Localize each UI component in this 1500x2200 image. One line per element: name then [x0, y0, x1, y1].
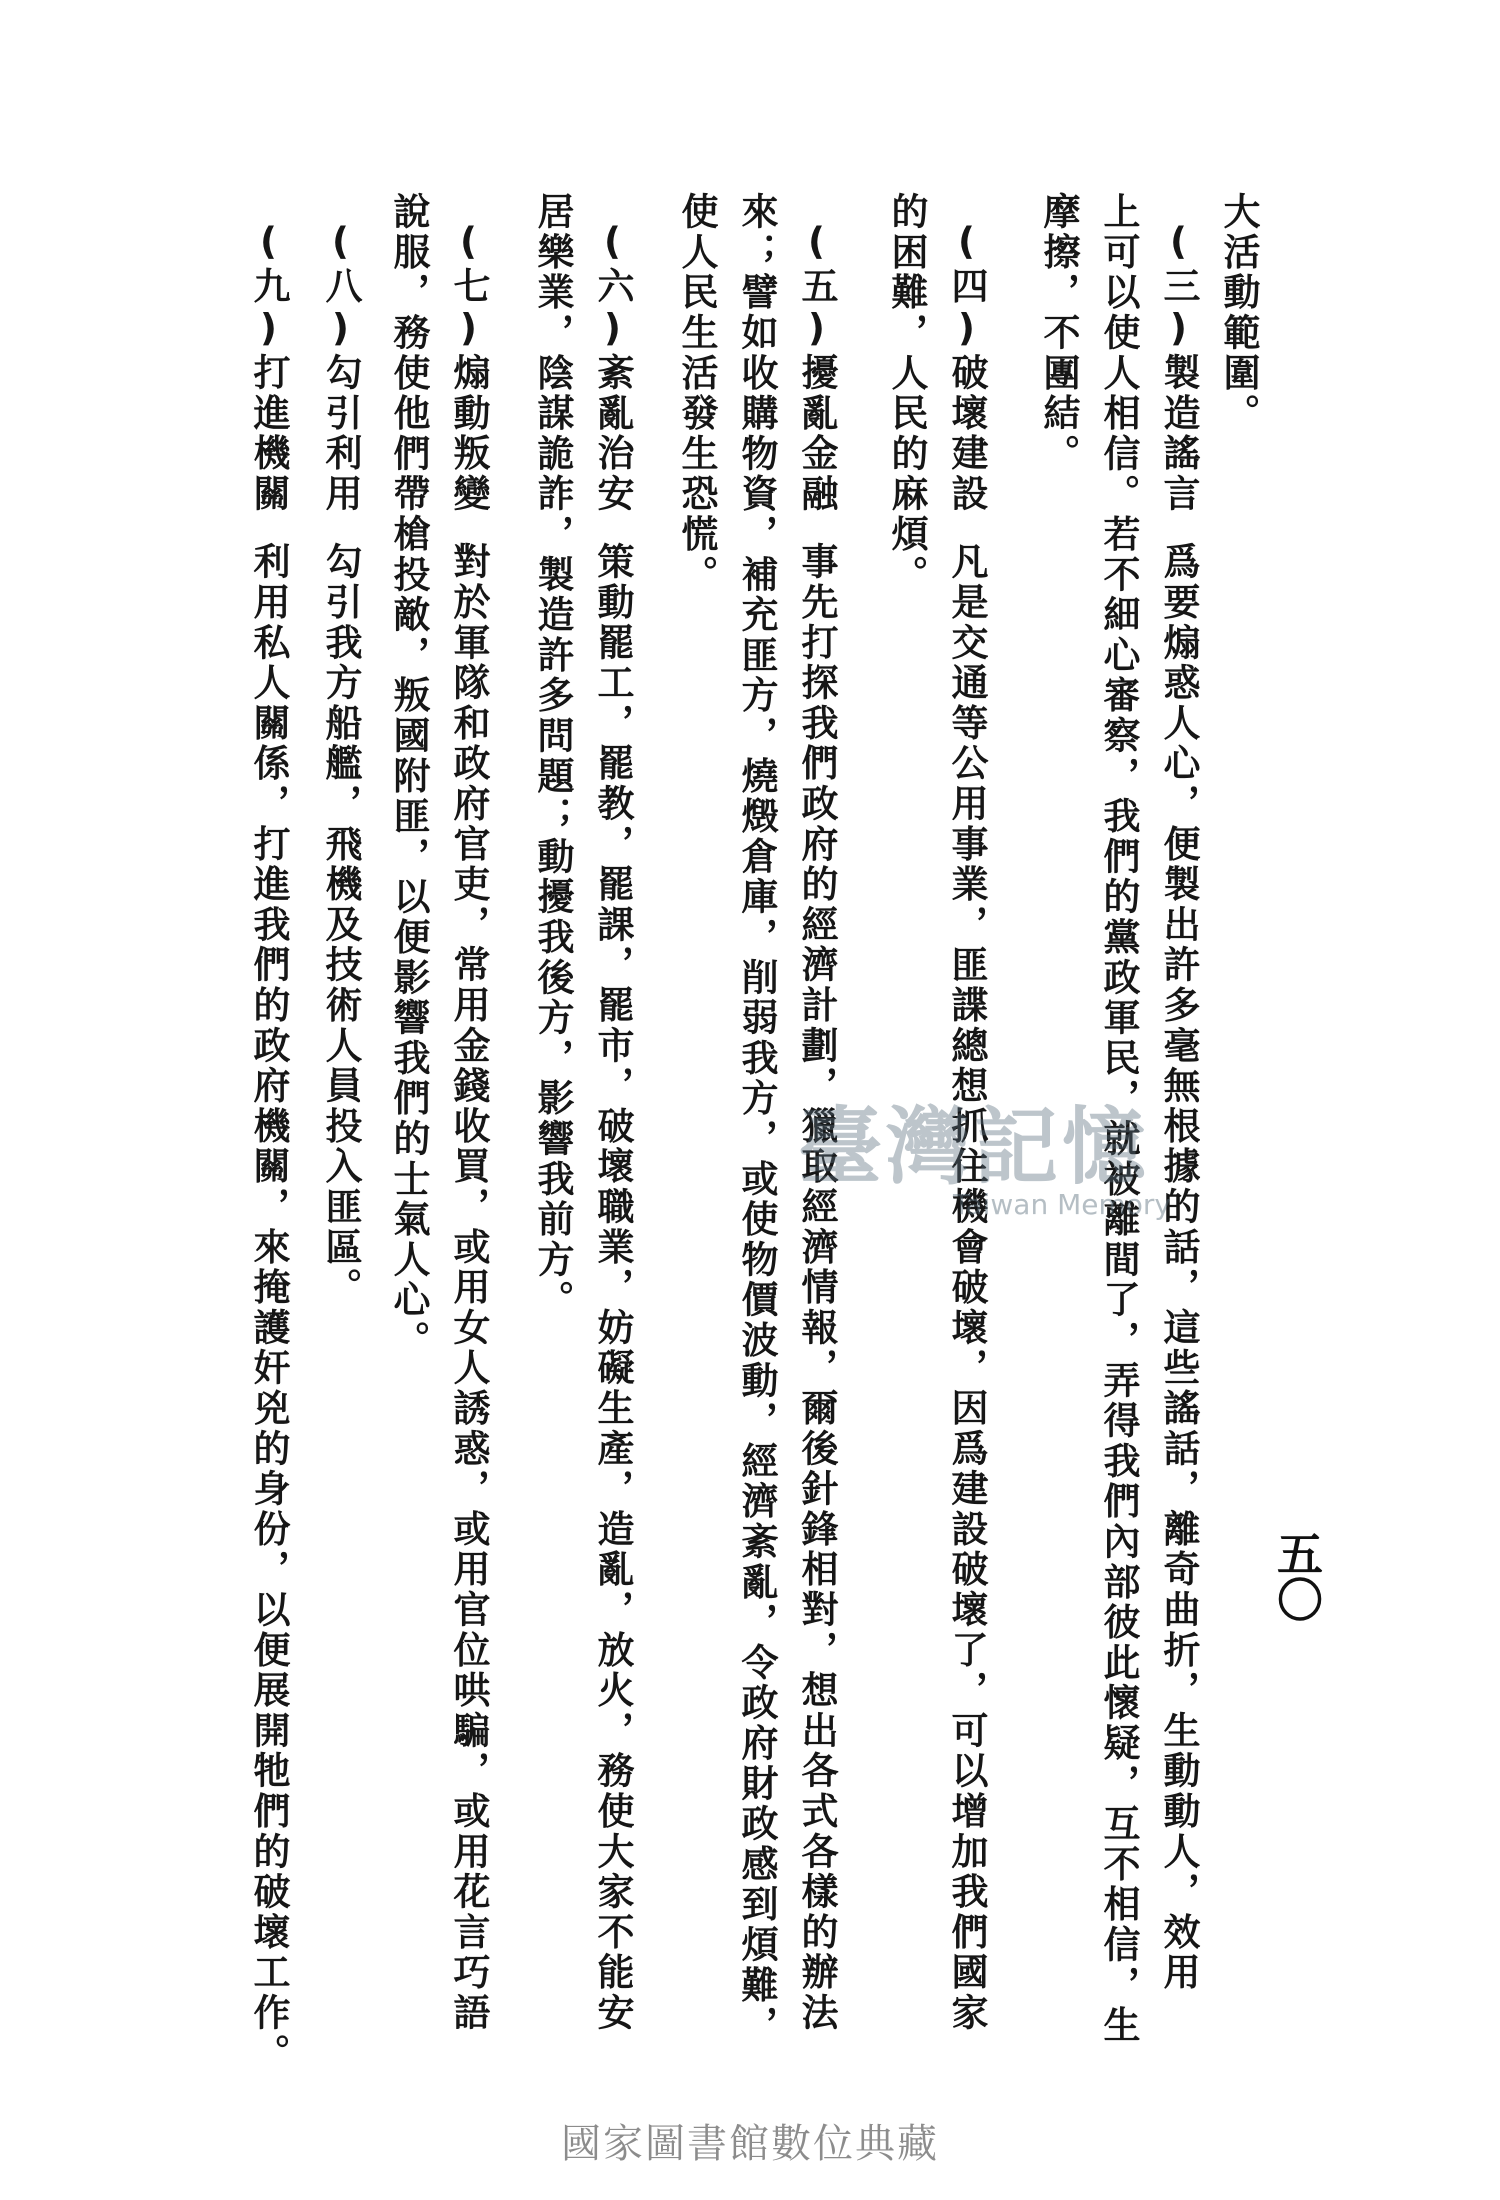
- text-column-14: [318, 192, 362, 1912]
- column-text: 使人民生活發生恐慌。: [675, 192, 718, 595]
- text-column-15: [246, 192, 290, 2074]
- column-text: 勾引我方船艦，飛機及技術人員投入匪區。: [319, 542, 362, 1308]
- column-heading: (四)破壞建設: [945, 220, 988, 515]
- column-text: 居樂業，陰謀詭詐，製造許多問題；動擾我後方，影響我前方。: [531, 192, 574, 1321]
- text-column-7: [794, 192, 838, 2034]
- column-text: 策動罷工，罷教，罷課，罷市，破壞職業，妨礙生產，造亂，放火，務使大家不能安: [591, 542, 634, 2034]
- column-text: 利用私人關係，打進我們的政府機關，來掩護奸兇的身份，以便展開牠們的破壞工作。: [247, 542, 290, 2074]
- text-column-9: [674, 192, 718, 1912]
- column-text: 對於軍隊和政府官吏，常用金錢收買，或用女人誘惑，或用官位哄騙，或用花言巧語: [447, 542, 490, 2034]
- watermark-chinese: 臺灣記憶: [798, 1097, 1151, 1196]
- column-text: 凡是交通等公用事業，匪諜總想抓住機會破壞，因爲建設破壞了，可以增加我們國家: [945, 542, 988, 2034]
- column-text: 上可以使人相信。若不細心審察，我們的黨政軍民，就被離間了，弄得我們內部彼此懷疑，互不相信，生: [1097, 192, 1140, 2046]
- text-column-13: [386, 192, 430, 1912]
- column-heading: (五)擾亂金融: [795, 220, 838, 515]
- text-column-10: [590, 192, 634, 2034]
- column-heading: (九)打進機關: [247, 220, 290, 515]
- footer-caption: 國家圖書館數位典藏: [561, 2121, 939, 2167]
- column-text: 爲要煽惑人心，便製出許多毫無根據的話，這些謠話，離奇曲折，生動動人，效用: [1157, 542, 1200, 1993]
- watermark-english: Taiwan Memory: [953, 1188, 1171, 1221]
- column-text: 說服，務使他們帶槍投敵，叛國附匪，以便影響我們的士氣人心。: [387, 192, 430, 1361]
- column-heading: (六)紊亂治安: [591, 220, 634, 515]
- text-column-5: [944, 192, 988, 2034]
- column-text: 的困難，人民的麻煩。: [885, 192, 928, 595]
- column-heading: (七)煽動叛變: [447, 220, 490, 515]
- text-column-2: [1156, 192, 1200, 1993]
- text-column-6: [884, 192, 928, 1912]
- text-column-11: [530, 192, 574, 1912]
- text-column-3: [1096, 192, 1140, 2046]
- column-heading: (三)製造謠言: [1157, 220, 1200, 515]
- column-text: 大活動範圍。: [1217, 192, 1260, 434]
- text-column-8: [734, 192, 778, 2046]
- page-number: 五〇: [1270, 1530, 1324, 1622]
- column-text: 來；譬如收購物資，補充匪方，燒燬倉庫，削弱我方，或使物價波動，經濟紊亂，令政府財政感到煩難，: [735, 192, 778, 2046]
- text-column-12: [446, 192, 490, 2034]
- column-text: 事先打探我們政府的經濟計劃，獵取經濟情報，爾後針鋒相對，想出各式各樣的辦法: [795, 542, 838, 2034]
- column-text: 摩擦，不團結。: [1037, 192, 1080, 475]
- text-column-4: [1036, 192, 1080, 1912]
- column-heading: (八)勾引利用: [319, 220, 362, 515]
- text-column-1: [1216, 192, 1260, 1912]
